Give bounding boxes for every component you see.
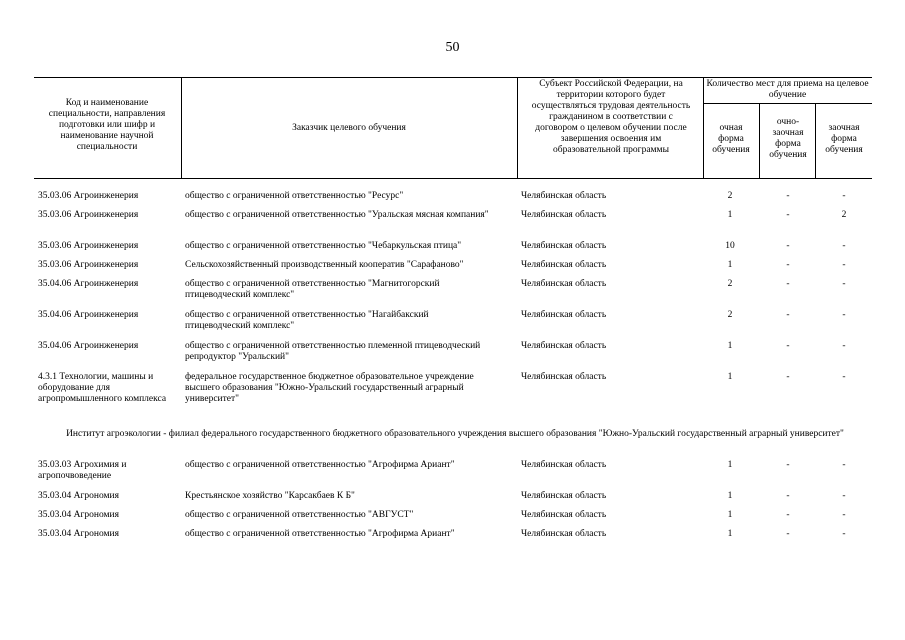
cell-region: Челябинская область	[521, 372, 607, 382]
col-divider-4	[759, 103, 760, 178]
cell-region: Челябинская область	[521, 191, 607, 201]
cell-code: 35.04.06 Агроинженерия	[38, 279, 139, 289]
cell-part-time: -	[786, 310, 790, 320]
cell-code: 35.04.06 Агроинженерия	[38, 310, 139, 320]
cell-customer: Сельскохозяйственный производственный кооператив "Сарафаново"	[185, 260, 464, 270]
cell-customer: общество с ограниченной ответственностью "Уральская мясная компания"	[185, 210, 489, 220]
cell-full-time: 1	[727, 372, 733, 382]
cell-region: Челябинская область	[521, 510, 607, 520]
cell-extramural: -	[842, 260, 846, 270]
cell-code: 35.03.06 Агроинженерия	[38, 241, 139, 251]
cell-part-time: -	[786, 529, 790, 539]
cell-code: 35.03.04 Агрономия	[38, 529, 120, 539]
cell-customer: общество с ограниченной ответственностью "Магнитогорский птицеводческий комплекс"	[185, 279, 440, 300]
cell-extramural: -	[842, 279, 846, 289]
cell-customer: общество с ограниченной ответственностью племенной птицеводческий репродуктор "Уральский"	[185, 341, 481, 362]
cell-extramural: -	[842, 460, 846, 470]
cell-full-time: 1	[727, 460, 733, 470]
cell-full-time: 10	[725, 241, 735, 251]
header-top-rule	[34, 77, 872, 78]
cell-region: Челябинская область	[521, 529, 607, 539]
cell-region: Челябинская область	[521, 310, 607, 320]
cell-extramural: -	[842, 491, 846, 501]
places-sub-rule	[703, 103, 872, 104]
cell-full-time: 1	[727, 529, 733, 539]
cell-code: 35.03.06 Агроинженерия	[38, 260, 139, 270]
cell-region: Челябинская область	[521, 341, 607, 351]
cell-full-time: 1	[727, 210, 733, 220]
cell-customer: общество с ограниченной ответственностью "АВГУСТ"	[185, 510, 414, 520]
col-divider-3	[703, 77, 704, 178]
cell-region: Челябинская область	[521, 279, 607, 289]
header-code: Код и наименование специальности, направления подготовки или шифр и наименование научной специальности	[48, 98, 166, 152]
cell-part-time: -	[786, 279, 790, 289]
cell-part-time: -	[786, 241, 790, 251]
cell-region: Челябинская область	[521, 491, 607, 501]
cell-extramural: -	[842, 310, 846, 320]
section-title: Институт агроэкологии - филиал федерального государственного бюджетного образовательного учреждения высшего образования "Южно-Уральский государственный аграрный университет"	[66, 429, 844, 439]
cell-full-time: 2	[727, 310, 733, 320]
cell-part-time: -	[786, 341, 790, 351]
cell-customer: Крестьянское хозяйство "Карсакбаев К Б"	[185, 491, 355, 501]
cell-extramural: 2	[841, 210, 847, 220]
col-divider-5	[815, 103, 816, 178]
page-number: 50	[445, 40, 460, 55]
cell-code: 35.03.06 Агроинженерия	[38, 191, 139, 201]
cell-customer: общество с ограниченной ответственностью "Агрофирма Ариант"	[185, 529, 455, 539]
cell-customer: общество с ограниченной ответственностью "Чебаркульская птица"	[185, 241, 462, 251]
cell-code: 4.3.1 Технологии, машины и оборудование для агропромышленного комплекса	[38, 372, 167, 404]
col-divider-2	[517, 77, 518, 178]
cell-customer: общество с ограниченной ответственностью "Ресурс"	[185, 191, 404, 201]
col-divider-1	[181, 77, 182, 178]
cell-region: Челябинская область	[521, 460, 607, 470]
cell-full-time: 1	[727, 491, 733, 501]
cell-code: 35.03.03 Агрохимия и агропочвоведение	[38, 460, 127, 481]
cell-extramural: -	[842, 241, 846, 251]
cell-customer: общество с ограниченной ответственностью "Нагайбакский птицеводческий комплекс"	[185, 310, 429, 331]
header-extramural: заочная форма обучения	[825, 123, 863, 155]
cell-full-time: 1	[727, 260, 733, 270]
header-part-time: очно-заочная форма обучения	[769, 117, 807, 160]
cell-code: 35.03.06 Агроинженерия	[38, 210, 139, 220]
cell-region: Челябинская область	[521, 210, 607, 220]
cell-extramural: -	[842, 191, 846, 201]
cell-extramural: -	[842, 372, 846, 382]
header-places: Количество мест для приема на целевое обучение	[706, 79, 869, 100]
cell-part-time: -	[786, 510, 790, 520]
cell-code: 35.03.04 Агрономия	[38, 510, 120, 520]
cell-part-time: -	[786, 191, 790, 201]
cell-region: Челябинская область	[521, 241, 607, 251]
header-full-time: очная форма обучения	[712, 123, 750, 155]
header-customer: Заказчик целевого обучения	[292, 123, 406, 133]
cell-part-time: -	[786, 372, 790, 382]
cell-extramural: -	[842, 510, 846, 520]
cell-part-time: -	[786, 260, 790, 270]
cell-region: Челябинская область	[521, 260, 607, 270]
cell-part-time: -	[786, 460, 790, 470]
cell-full-time: 2	[727, 191, 733, 201]
header-region: Субъект Российской Федерации, на территории которого будет осуществляться трудовая деятельность гражданином в соответствии с договором о целевом обучении после завершения освоения им образовательной программы	[531, 79, 691, 155]
cell-code: 35.03.04 Агрономия	[38, 491, 120, 501]
cell-code: 35.04.06 Агроинженерия	[38, 341, 139, 351]
cell-part-time: -	[786, 491, 790, 501]
header-bottom-rule	[34, 178, 872, 179]
cell-customer: федеральное государственное бюджетное образовательное учреждение высшего образования "Южно-Уральский государственный аграрный университет"	[185, 372, 474, 404]
cell-full-time: 2	[727, 279, 733, 289]
cell-part-time: -	[786, 210, 790, 220]
cell-extramural: -	[842, 341, 846, 351]
cell-full-time: 1	[727, 341, 733, 351]
cell-full-time: 1	[727, 510, 733, 520]
cell-extramural: -	[842, 529, 846, 539]
cell-customer: общество с ограниченной ответственностью "Агрофирма Ариант"	[185, 460, 455, 470]
